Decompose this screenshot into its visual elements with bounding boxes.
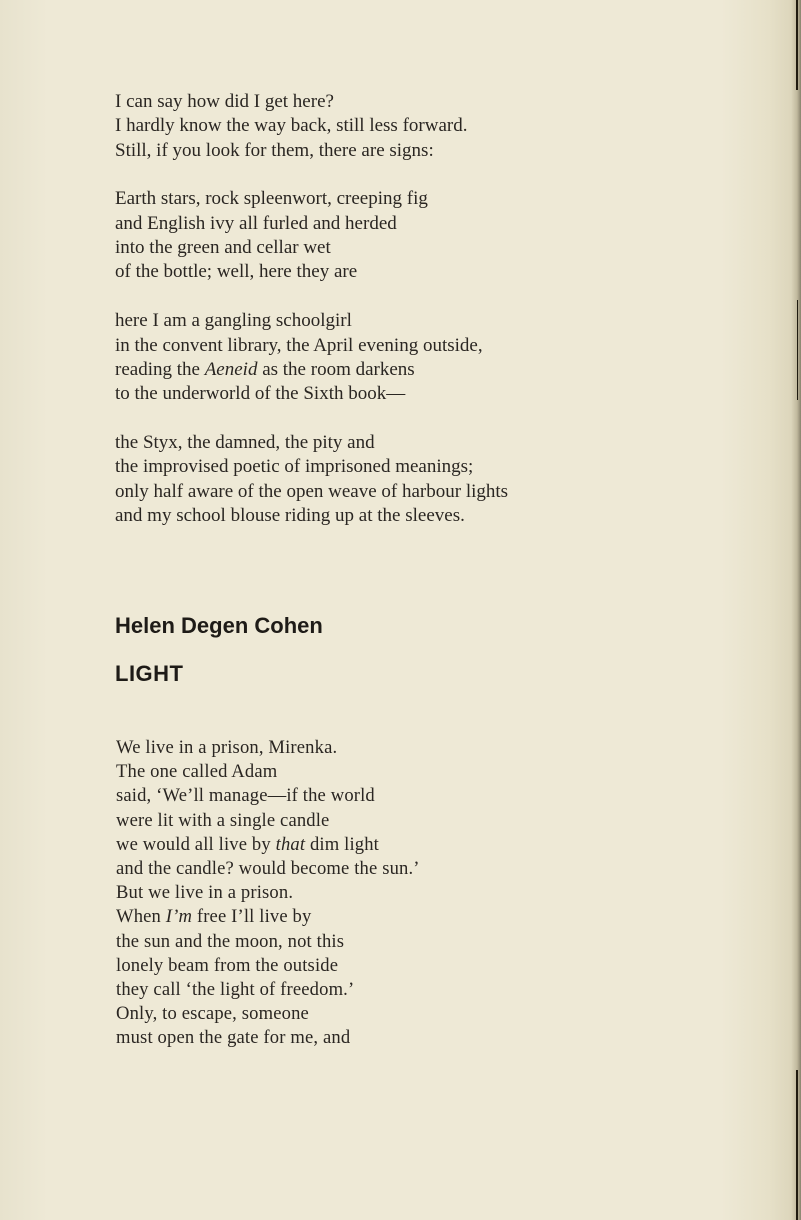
poem-line: of the bottle; well, here they are xyxy=(115,261,358,283)
poem-continuation xyxy=(115,90,508,528)
poem-line-segment: reading the xyxy=(115,358,205,380)
stanza xyxy=(115,431,508,528)
poem-line: Still, if you look for them, there are signs: xyxy=(115,139,434,161)
poem-line-segment: we would all live by xyxy=(116,833,276,855)
stanza xyxy=(115,309,508,406)
poem-light-text xyxy=(116,736,420,1051)
poem-line: The one called Adam xyxy=(116,761,278,783)
poem-line: said, ‘We’ll manage—if the world xyxy=(116,785,375,807)
poem-line: must open the gate for me, and xyxy=(116,1027,351,1049)
poem-line: Only, to escape, someone xyxy=(116,1003,309,1025)
poem-line xyxy=(116,905,420,929)
poem-line: the Styx, the damned, the pity and xyxy=(115,432,375,454)
poem-line: only half aware of the open weave of harbour lights xyxy=(115,480,509,502)
poem-line-segment: I’m xyxy=(165,906,193,928)
poem-line xyxy=(115,358,508,382)
poem-line-segment: Aeneid xyxy=(204,358,258,380)
poem-line-segment: free I’ll live by xyxy=(192,906,312,928)
poem-line: We live in a prison, Mirenka. xyxy=(116,737,338,758)
page-edge-shadow xyxy=(791,0,801,1220)
poem-line: they call ‘the light of freedom.’ xyxy=(116,979,355,1001)
poem-line xyxy=(116,833,420,857)
stanza xyxy=(116,736,420,1051)
poem-line: in the convent library, the April evening outside, xyxy=(115,334,483,356)
poem-line-segment: that xyxy=(275,833,306,855)
poem-line: the sun and the moon, not this xyxy=(116,930,345,952)
poem-line: I can say how did I get here? xyxy=(115,91,334,112)
poem-line-segment: When xyxy=(116,906,166,928)
poem-line: and my school blouse riding up at the sleeves. xyxy=(115,504,465,526)
poem-line: here I am a gangling schoolgirl xyxy=(115,310,352,332)
page-edge-line xyxy=(796,0,798,90)
poem-line: and the candle? would become the sun.’ xyxy=(116,858,420,880)
poem-line-segment: dim light xyxy=(305,833,379,855)
stanza xyxy=(115,90,508,163)
poem-line: the improvised poetic of imprisoned meanings; xyxy=(115,456,474,478)
poem-line: But we live in a prison. xyxy=(116,882,294,904)
page-edge-line xyxy=(797,300,798,400)
poem-title: LIGHT xyxy=(115,661,184,686)
page-edge-line xyxy=(796,1070,798,1220)
stanza xyxy=(115,187,508,284)
poem-author: Helen Degen Cohen xyxy=(115,613,323,638)
poem-line: to the underworld of the Sixth book— xyxy=(115,383,406,405)
poem-line: and English ivy all furled and herded xyxy=(115,212,397,234)
poem-line: Earth stars, rock spleenwort, creeping fig xyxy=(115,188,428,210)
poem-line-segment: as the room darkens xyxy=(257,358,415,380)
poem-line: into the green and cellar wet xyxy=(115,237,331,259)
poem-line: I hardly know the way back, still less forward. xyxy=(115,115,468,137)
poem-line: were lit with a single candle xyxy=(116,809,330,831)
poem-line: lonely beam from the outside xyxy=(116,954,339,976)
